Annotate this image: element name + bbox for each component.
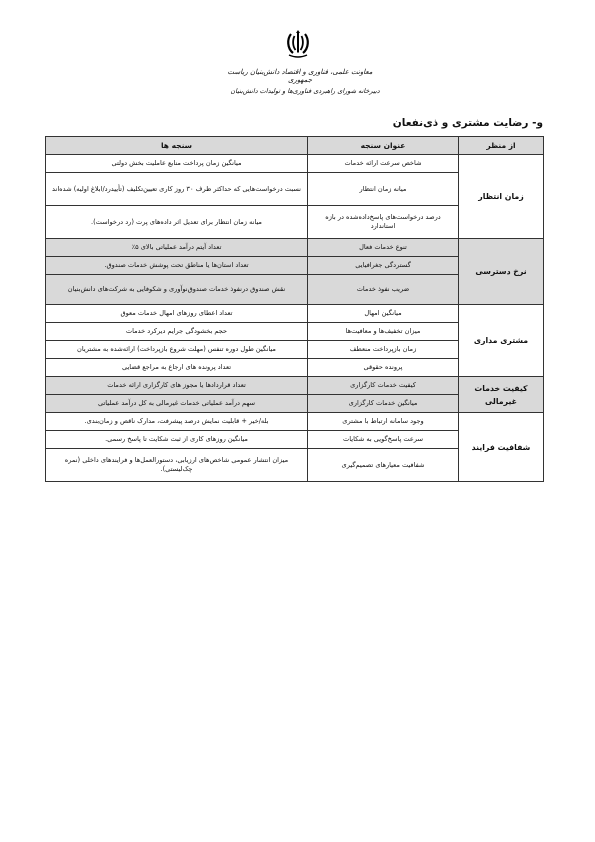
metric-title-cell: سرعت پاسخ‌گویی به شکایات	[308, 431, 459, 449]
metric-cell: بله/خیر + قابلیت نمایش درصد پیشرفت، مدارک ناقص و زمان‌بندی.	[46, 413, 308, 431]
metric-cell: نسبت درخواست‌هایی که حداکثر ظرف ۳۰ روز کاری تعیین‌تکلیف (تأییدرد/ابلاغ اولیه) شده‌اند	[46, 173, 308, 206]
metric-title-cell: وجود سامانه ارتباط با مشتری	[308, 413, 459, 431]
metric-title-cell: گستردگی جغرافیایی	[308, 257, 459, 275]
metrics-table-container	[45, 136, 543, 482]
table-row	[46, 413, 544, 431]
metric-cell: تعداد استان‌ها یا مناطق تحت پوشش خدمات صندوق.	[46, 257, 308, 275]
metric-title-cell: شاخص سرعت ارائه خدمات	[308, 155, 459, 173]
metric-title-cell: پرونده حقوقی	[308, 359, 459, 377]
metric-title-cell: کیفیت خدمات کارگزاری	[308, 377, 459, 395]
metric-title-cell: میانه زمان انتظار	[308, 173, 459, 206]
table-row	[46, 377, 544, 395]
metric-title-cell: تنوع خدمات فعال	[308, 239, 459, 257]
organization-name: معاونت علمی، فناوری و اقتصاد دانش‌بنیان ریاست جمهوری	[227, 68, 373, 84]
iran-emblem-icon	[285, 30, 311, 60]
metric-cell: میانگین روزهای کاری از ثبت شکایت تا پاسخ رسمی.	[46, 431, 308, 449]
table-row	[46, 155, 544, 173]
category-cell: شفافیت فرایند	[459, 413, 544, 482]
metric-cell: تعداد قراردادها یا مجوز های کارگزاری ارائه خدمات	[46, 377, 308, 395]
table-row	[46, 305, 544, 323]
category-cell: زمان انتظار	[459, 155, 544, 239]
table-row	[46, 239, 544, 257]
organization-secretariat: دبیرخانه شورای راهبردی فناوری‌ها و تولیدات دانش‌بنیان	[230, 87, 380, 95]
metric-cell: میانگین طول دوره تنفس (مهلت شروع بازپرداخت) ارائه‌شده به مشتریان	[46, 341, 308, 359]
header	[0, 30, 595, 60]
metric-cell: نقش صندوق درنفوذ خدمات صندوق‌نوآوری و شکوفایی به شرکت‌های دانش‌بنیان	[46, 275, 308, 305]
header-title: عنوان سنجه	[308, 137, 459, 155]
metrics-table	[45, 136, 544, 482]
metric-cell: تعداد اعطای روزهای امهال خدمات معوق	[46, 305, 308, 323]
metric-title-cell: درصد درخواست‌های پاسخ‌داده‌شده در بازه استاندارد	[308, 206, 459, 239]
header-perspective: از منظر	[459, 137, 544, 155]
metric-cell: سهم درآمد عملیاتی خدمات غیرمالی به کل درآمد عملیاتی	[46, 395, 308, 413]
metric-cell: میانگین زمان پرداخت منابع عاملیت بخش دولتی	[46, 155, 308, 173]
category-cell: کیفیت خدمات غیرمالی	[459, 377, 544, 413]
metric-title-cell: ضریب نفوذ خدمات	[308, 275, 459, 305]
table-header-row	[46, 137, 544, 155]
metric-title-cell: میانگین خدمات کارگزاری	[308, 395, 459, 413]
section-title: و- رضایت مشتری و ذی‌نفعان	[392, 117, 543, 129]
metric-title-cell: میانگین امهال	[308, 305, 459, 323]
category-cell: مشتری مداری	[459, 305, 544, 377]
metric-cell: تعداد پرونده های ارجاع به مراجع قضایی	[46, 359, 308, 377]
metric-title-cell: زمان بازپرداخت منعطف	[308, 341, 459, 359]
metric-title-cell: شفافیت معیارهای تصمیم‌گیری	[308, 449, 459, 482]
metric-cell: تعداد آیتم درآمد عملیاتی بالای ۵٪	[46, 239, 308, 257]
metric-cell: حجم بخشودگی جرایم دیرکرد خدمات	[46, 323, 308, 341]
metric-cell: میزان انتشار عمومی شاخص‌های ارزیابی، دستورالعمل‌ها و فرایندهای داخلی (نمره چک‌لیستی).	[46, 449, 308, 482]
metric-title-cell: میزان تخفیف‌ها و معافیت‌ها	[308, 323, 459, 341]
header-metric: سنجه ها	[46, 137, 308, 155]
category-cell: نرخ دسترسی	[459, 239, 544, 305]
metric-cell: میانه زمان انتظار برای تعدیل اثر داده‌های پرت (رد درخواست).	[46, 206, 308, 239]
